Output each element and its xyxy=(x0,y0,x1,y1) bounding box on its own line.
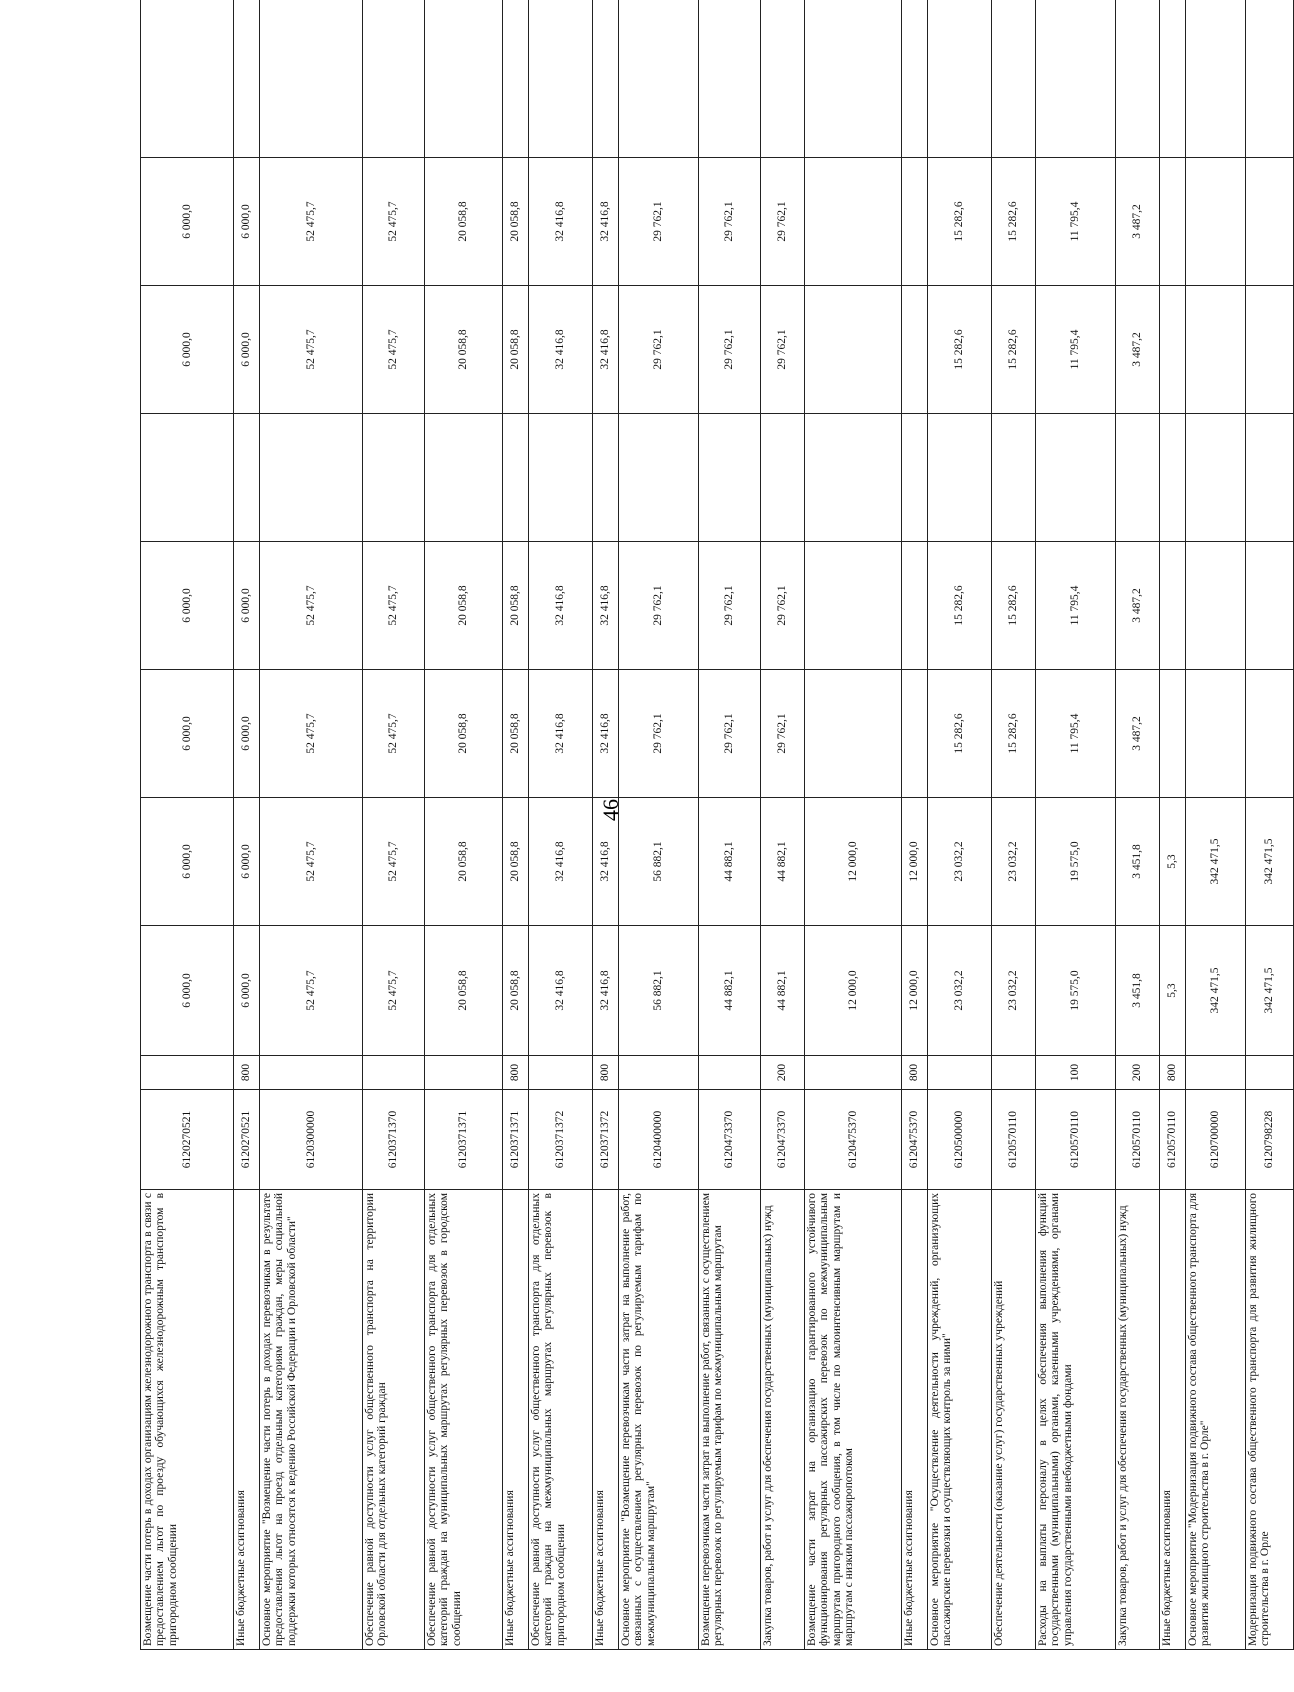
table-row xyxy=(503,0,529,1650)
row-value-6: 15 282,6 xyxy=(992,286,1036,414)
row-value-7 xyxy=(805,158,902,286)
row-empty-cell xyxy=(141,0,234,158)
row-code: 6120400000 xyxy=(619,1090,699,1190)
row-description: Иные бюджетные ассигнования xyxy=(593,1190,619,1650)
row-empty-cell xyxy=(761,0,805,158)
row-value-4: 20 058,8 xyxy=(503,542,529,670)
row-expense-type: 200 xyxy=(761,1056,805,1090)
row-value-3: 29 762,1 xyxy=(619,670,699,798)
table-row xyxy=(234,0,260,1650)
row-value-6: 11 795,4 xyxy=(1036,286,1116,414)
row-value-2: 3 451,8 xyxy=(1116,798,1160,926)
row-empty-cell xyxy=(260,0,363,158)
row-value-5 xyxy=(363,414,425,542)
row-value-3 xyxy=(902,670,928,798)
table-row xyxy=(992,0,1036,1650)
row-value-5 xyxy=(992,414,1036,542)
row-value-6: 52 475,7 xyxy=(260,286,363,414)
table-row xyxy=(1160,0,1186,1650)
row-expense-type xyxy=(992,1056,1036,1090)
row-value-4: 29 762,1 xyxy=(619,542,699,670)
row-empty-cell xyxy=(619,0,699,158)
row-value-4: 29 762,1 xyxy=(699,542,761,670)
row-empty-cell xyxy=(1186,0,1246,158)
row-value-1: 52 475,7 xyxy=(260,926,363,1056)
row-value-3: 29 762,1 xyxy=(761,670,805,798)
row-value-1: 56 882,1 xyxy=(619,926,699,1056)
row-value-5 xyxy=(1160,414,1186,542)
row-value-7: 52 475,7 xyxy=(260,158,363,286)
row-value-6: 29 762,1 xyxy=(619,286,699,414)
row-value-1: 20 058,8 xyxy=(503,926,529,1056)
row-description: Обеспечение деятельности (оказание услуг) государственных учреждений xyxy=(992,1190,1036,1650)
row-value-7: 29 762,1 xyxy=(619,158,699,286)
row-value-1: 6 000,0 xyxy=(141,926,234,1056)
table-row xyxy=(425,0,503,1650)
row-expense-type: 800 xyxy=(593,1056,619,1090)
row-value-4: 11 795,4 xyxy=(1036,542,1116,670)
row-code: 6120371372 xyxy=(529,1090,593,1190)
budget-table xyxy=(140,0,1294,1650)
row-code: 6120371371 xyxy=(503,1090,529,1190)
row-value-4 xyxy=(1246,542,1294,670)
row-value-7 xyxy=(902,158,928,286)
row-value-1: 6 000,0 xyxy=(234,926,260,1056)
row-value-7: 32 416,8 xyxy=(593,158,619,286)
row-value-4 xyxy=(902,542,928,670)
row-empty-cell xyxy=(425,0,503,158)
row-value-3: 6 000,0 xyxy=(234,670,260,798)
row-value-5 xyxy=(1186,414,1246,542)
table-body xyxy=(141,0,1294,1650)
row-code: 6120570110 xyxy=(1036,1090,1116,1190)
row-code: 6120371371 xyxy=(425,1090,503,1190)
row-value-6: 3 487,2 xyxy=(1116,286,1160,414)
row-empty-cell xyxy=(503,0,529,158)
row-value-4: 15 282,6 xyxy=(928,542,992,670)
row-description: Закупка товаров, работ и услуг для обеспечения государственных (муниципальных) нужд xyxy=(1116,1190,1160,1650)
row-description: Модернизация подвижного состава общественного транспорта для развития жилищного строительства в г. Орле xyxy=(1246,1190,1294,1650)
row-expense-type: 800 xyxy=(234,1056,260,1090)
row-value-5 xyxy=(425,414,503,542)
row-code: 6120700000 xyxy=(1186,1090,1246,1190)
table-row xyxy=(761,0,805,1650)
row-description: Иные бюджетные ассигнования xyxy=(503,1190,529,1650)
row-value-7: 6 000,0 xyxy=(141,158,234,286)
row-code: 6120270521 xyxy=(234,1090,260,1190)
row-description: Основное мероприятие "Возмещение части потерь в доходах перевозчикам в результате предоставления льгот на проезд отдельным категориям граждан, меры социальной поддержки которых относятся к ведению Российской Федерации и Орловской области" xyxy=(260,1190,363,1650)
row-value-3: 20 058,8 xyxy=(503,670,529,798)
row-value-2: 32 416,8 xyxy=(593,798,619,926)
row-description: Расходы на выплаты персоналу в целях обеспечения выполнения функций государственными (муниципальными) органами, казенными учреждениями, органами управления государственными внебюджетными фондами xyxy=(1036,1190,1116,1650)
row-value-2: 23 032,2 xyxy=(928,798,992,926)
row-value-7 xyxy=(1246,158,1294,286)
row-value-7 xyxy=(1186,158,1246,286)
row-value-2: 52 475,7 xyxy=(260,798,363,926)
row-description: Возмещение части потерь в доходах организациям железнодорожного транспорта в связи с предоставлением льгот по проезду обучающихся железнодорожным транспортом в пригородном сообщении xyxy=(141,1190,234,1650)
row-value-6: 6 000,0 xyxy=(141,286,234,414)
row-empty-cell xyxy=(699,0,761,158)
row-value-1: 20 058,8 xyxy=(425,926,503,1056)
row-description: Закупка товаров, работ и услуг для обеспечения государственных (муниципальных) нужд xyxy=(761,1190,805,1650)
row-value-1: 12 000,0 xyxy=(902,926,928,1056)
row-value-7: 32 416,8 xyxy=(529,158,593,286)
row-empty-cell xyxy=(928,0,992,158)
row-value-4: 52 475,7 xyxy=(260,542,363,670)
row-empty-cell xyxy=(1246,0,1294,158)
row-value-5 xyxy=(699,414,761,542)
row-value-3: 6 000,0 xyxy=(141,670,234,798)
row-value-1: 23 032,2 xyxy=(992,926,1036,1056)
row-value-7: 15 282,6 xyxy=(928,158,992,286)
row-value-4: 6 000,0 xyxy=(141,542,234,670)
row-value-5 xyxy=(1036,414,1116,542)
row-value-2: 52 475,7 xyxy=(363,798,425,926)
row-value-4: 15 282,6 xyxy=(992,542,1036,670)
row-value-5 xyxy=(805,414,902,542)
row-empty-cell xyxy=(529,0,593,158)
row-expense-type xyxy=(1186,1056,1246,1090)
row-value-6: 29 762,1 xyxy=(761,286,805,414)
row-value-1: 342 471,5 xyxy=(1186,926,1246,1056)
row-value-3: 52 475,7 xyxy=(260,670,363,798)
row-expense-type xyxy=(529,1056,593,1090)
row-code: 6120475370 xyxy=(902,1090,928,1190)
row-expense-type: 100 xyxy=(1036,1056,1116,1090)
row-value-6: 15 282,6 xyxy=(928,286,992,414)
row-value-7: 3 487,2 xyxy=(1116,158,1160,286)
table-row xyxy=(1036,0,1116,1650)
row-expense-type xyxy=(260,1056,363,1090)
table-row xyxy=(593,0,619,1650)
row-value-6 xyxy=(902,286,928,414)
row-value-4 xyxy=(805,542,902,670)
row-value-7: 52 475,7 xyxy=(363,158,425,286)
row-value-5 xyxy=(619,414,699,542)
row-value-2: 44 882,1 xyxy=(699,798,761,926)
row-value-7 xyxy=(1160,158,1186,286)
row-value-6: 29 762,1 xyxy=(699,286,761,414)
row-value-4: 6 000,0 xyxy=(234,542,260,670)
row-value-1: 23 032,2 xyxy=(928,926,992,1056)
row-description: Обеспечение равной доступности услуг общественного транспорта для отдельных категорий граждан на межмуниципальных маршрутах регулярных перевозок в пригородном сообщении xyxy=(529,1190,593,1650)
row-value-6 xyxy=(805,286,902,414)
row-value-2: 12 000,0 xyxy=(805,798,902,926)
row-value-4: 32 416,8 xyxy=(529,542,593,670)
row-description: Основное мероприятие "Осуществление деятельности учреждений, организующих пассажирские перевозки и осуществляющих контроль за ними" xyxy=(928,1190,992,1650)
row-description: Возмещение перевозчикам части затрат на выполнение работ, связанных с осуществлением регулярных перевозок по регулируемым тарифам по межмуниципальным маршрутам xyxy=(699,1190,761,1650)
row-value-4 xyxy=(1160,542,1186,670)
row-description: Обеспечение равной доступности услуг общественного транспорта для отдельных категорий граждан на муниципальных маршрутах регулярных перевозок в городском сообщении xyxy=(425,1190,503,1650)
row-code: 6120570110 xyxy=(992,1090,1036,1190)
row-value-3 xyxy=(1160,670,1186,798)
row-value-5 xyxy=(260,414,363,542)
row-value-5 xyxy=(1246,414,1294,542)
row-value-2: 12 000,0 xyxy=(902,798,928,926)
row-description: Иные бюджетные ассигнования xyxy=(1160,1190,1186,1650)
rotated-table-container xyxy=(140,90,1276,1650)
row-value-2: 56 882,1 xyxy=(619,798,699,926)
row-value-1: 32 416,8 xyxy=(529,926,593,1056)
row-code: 6120473370 xyxy=(761,1090,805,1190)
row-code: 6120270521 xyxy=(141,1090,234,1190)
row-empty-cell xyxy=(1116,0,1160,158)
row-code: 6120371370 xyxy=(363,1090,425,1190)
row-expense-type xyxy=(425,1056,503,1090)
row-expense-type: 800 xyxy=(902,1056,928,1090)
row-value-6: 6 000,0 xyxy=(234,286,260,414)
row-value-3: 32 416,8 xyxy=(529,670,593,798)
row-value-3: 32 416,8 xyxy=(593,670,619,798)
row-expense-type xyxy=(619,1056,699,1090)
table-row xyxy=(1186,0,1246,1650)
page-number: 46 xyxy=(598,799,623,821)
row-expense-type: 200 xyxy=(1116,1056,1160,1090)
row-value-6 xyxy=(1160,286,1186,414)
row-value-2: 20 058,8 xyxy=(425,798,503,926)
row-value-2: 5,3 xyxy=(1160,798,1186,926)
table-row xyxy=(141,0,234,1650)
row-value-6: 32 416,8 xyxy=(593,286,619,414)
row-value-4: 20 058,8 xyxy=(425,542,503,670)
row-expense-type xyxy=(699,1056,761,1090)
row-value-1: 32 416,8 xyxy=(593,926,619,1056)
row-value-6: 32 416,8 xyxy=(529,286,593,414)
row-expense-type: 800 xyxy=(1160,1056,1186,1090)
row-value-3 xyxy=(805,670,902,798)
row-empty-cell xyxy=(234,0,260,158)
row-value-6: 52 475,7 xyxy=(363,286,425,414)
row-value-4: 3 487,2 xyxy=(1116,542,1160,670)
row-expense-type xyxy=(928,1056,992,1090)
row-description: Иные бюджетные ассигнования xyxy=(234,1190,260,1650)
row-value-3: 52 475,7 xyxy=(363,670,425,798)
row-value-2: 6 000,0 xyxy=(141,798,234,926)
row-empty-cell xyxy=(992,0,1036,158)
table-row xyxy=(260,0,363,1650)
row-code: 6120300000 xyxy=(260,1090,363,1190)
row-expense-type: 800 xyxy=(503,1056,529,1090)
row-description: Основное мероприятие "Возмещение перевозчикам части затрат на выполнение работ, связанных с осуществлением регулярных перевозок по регулируемым тарифам по межмуниципальным маршрутам" xyxy=(619,1190,699,1650)
row-description: Обеспечение равной доступности услуг общественного транспорта на территории Орловской области для отдельных категорий граждан xyxy=(363,1190,425,1650)
row-value-3 xyxy=(1186,670,1246,798)
table-row xyxy=(529,0,593,1650)
row-value-3: 15 282,6 xyxy=(928,670,992,798)
row-description: Возмещение части затрат на организацию гарантированного устойчивого функционирования регулярных пассажирских перевозок по межмуниципальным маршрутам пригородного сообщения, в том числе по малоинтенсивным маршрутам и маршрутам с низким пассажиропотоком xyxy=(805,1190,902,1650)
row-value-5 xyxy=(761,414,805,542)
row-value-2: 44 882,1 xyxy=(761,798,805,926)
table-row xyxy=(619,0,699,1650)
row-value-5 xyxy=(1116,414,1160,542)
row-value-2: 20 058,8 xyxy=(503,798,529,926)
row-value-6: 20 058,8 xyxy=(503,286,529,414)
table-row xyxy=(805,0,902,1650)
row-description: Иные бюджетные ассигнования xyxy=(902,1190,928,1650)
row-code: 6120570110 xyxy=(1116,1090,1160,1190)
row-value-3 xyxy=(1246,670,1294,798)
row-expense-type xyxy=(363,1056,425,1090)
row-value-2: 32 416,8 xyxy=(529,798,593,926)
row-value-3: 3 487,2 xyxy=(1116,670,1160,798)
row-code: 6120798228 xyxy=(1246,1090,1294,1190)
row-value-7: 29 762,1 xyxy=(761,158,805,286)
row-value-2: 6 000,0 xyxy=(234,798,260,926)
row-value-5 xyxy=(503,414,529,542)
row-value-3: 15 282,6 xyxy=(992,670,1036,798)
row-expense-type xyxy=(805,1056,902,1090)
table-row xyxy=(928,0,992,1650)
row-empty-cell xyxy=(805,0,902,158)
row-value-5 xyxy=(234,414,260,542)
row-empty-cell xyxy=(902,0,928,158)
row-value-7: 29 762,1 xyxy=(699,158,761,286)
row-empty-cell xyxy=(1160,0,1186,158)
row-value-1: 19 575,0 xyxy=(1036,926,1116,1056)
row-code: 6120475370 xyxy=(805,1090,902,1190)
row-value-1: 44 882,1 xyxy=(761,926,805,1056)
row-empty-cell xyxy=(363,0,425,158)
row-value-6 xyxy=(1186,286,1246,414)
row-value-1: 52 475,7 xyxy=(363,926,425,1056)
row-value-1: 12 000,0 xyxy=(805,926,902,1056)
table-row xyxy=(699,0,761,1650)
row-value-5 xyxy=(593,414,619,542)
table-row xyxy=(1246,0,1294,1650)
row-description: Основное мероприятие "Модернизация подвижного состава общественного транспорта для развития жилищного строительства в г. Орле" xyxy=(1186,1190,1246,1650)
row-empty-cell xyxy=(1036,0,1116,158)
row-value-7: 11 795,4 xyxy=(1036,158,1116,286)
row-value-4: 52 475,7 xyxy=(363,542,425,670)
row-value-5 xyxy=(529,414,593,542)
row-value-2: 342 471,5 xyxy=(1246,798,1294,926)
row-value-7: 20 058,8 xyxy=(425,158,503,286)
row-value-5 xyxy=(902,414,928,542)
row-code: 6120473370 xyxy=(699,1090,761,1190)
row-empty-cell xyxy=(593,0,619,158)
row-expense-type xyxy=(141,1056,234,1090)
row-value-3: 11 795,4 xyxy=(1036,670,1116,798)
row-value-4 xyxy=(1186,542,1246,670)
row-value-1: 5,3 xyxy=(1160,926,1186,1056)
row-value-5 xyxy=(141,414,234,542)
row-value-1: 342 471,5 xyxy=(1246,926,1294,1056)
row-value-3: 29 762,1 xyxy=(699,670,761,798)
row-value-4: 29 762,1 xyxy=(761,542,805,670)
row-code: 6120371372 xyxy=(593,1090,619,1190)
row-code: 6120570110 xyxy=(1160,1090,1186,1190)
row-value-6: 20 058,8 xyxy=(425,286,503,414)
row-value-2: 23 032,2 xyxy=(992,798,1036,926)
row-value-5 xyxy=(928,414,992,542)
table-row xyxy=(1116,0,1160,1650)
table-row xyxy=(363,0,425,1650)
row-value-3: 20 058,8 xyxy=(425,670,503,798)
row-value-7: 15 282,6 xyxy=(992,158,1036,286)
table-row xyxy=(902,0,928,1650)
row-value-6 xyxy=(1246,286,1294,414)
row-value-7: 20 058,8 xyxy=(503,158,529,286)
row-value-4: 32 416,8 xyxy=(593,542,619,670)
row-value-2: 342 471,5 xyxy=(1186,798,1246,926)
row-value-1: 44 882,1 xyxy=(699,926,761,1056)
row-code: 6120500000 xyxy=(928,1090,992,1190)
row-value-2: 19 575,0 xyxy=(1036,798,1116,926)
row-expense-type xyxy=(1246,1056,1294,1090)
row-value-7: 6 000,0 xyxy=(234,158,260,286)
row-value-1: 3 451,8 xyxy=(1116,926,1160,1056)
